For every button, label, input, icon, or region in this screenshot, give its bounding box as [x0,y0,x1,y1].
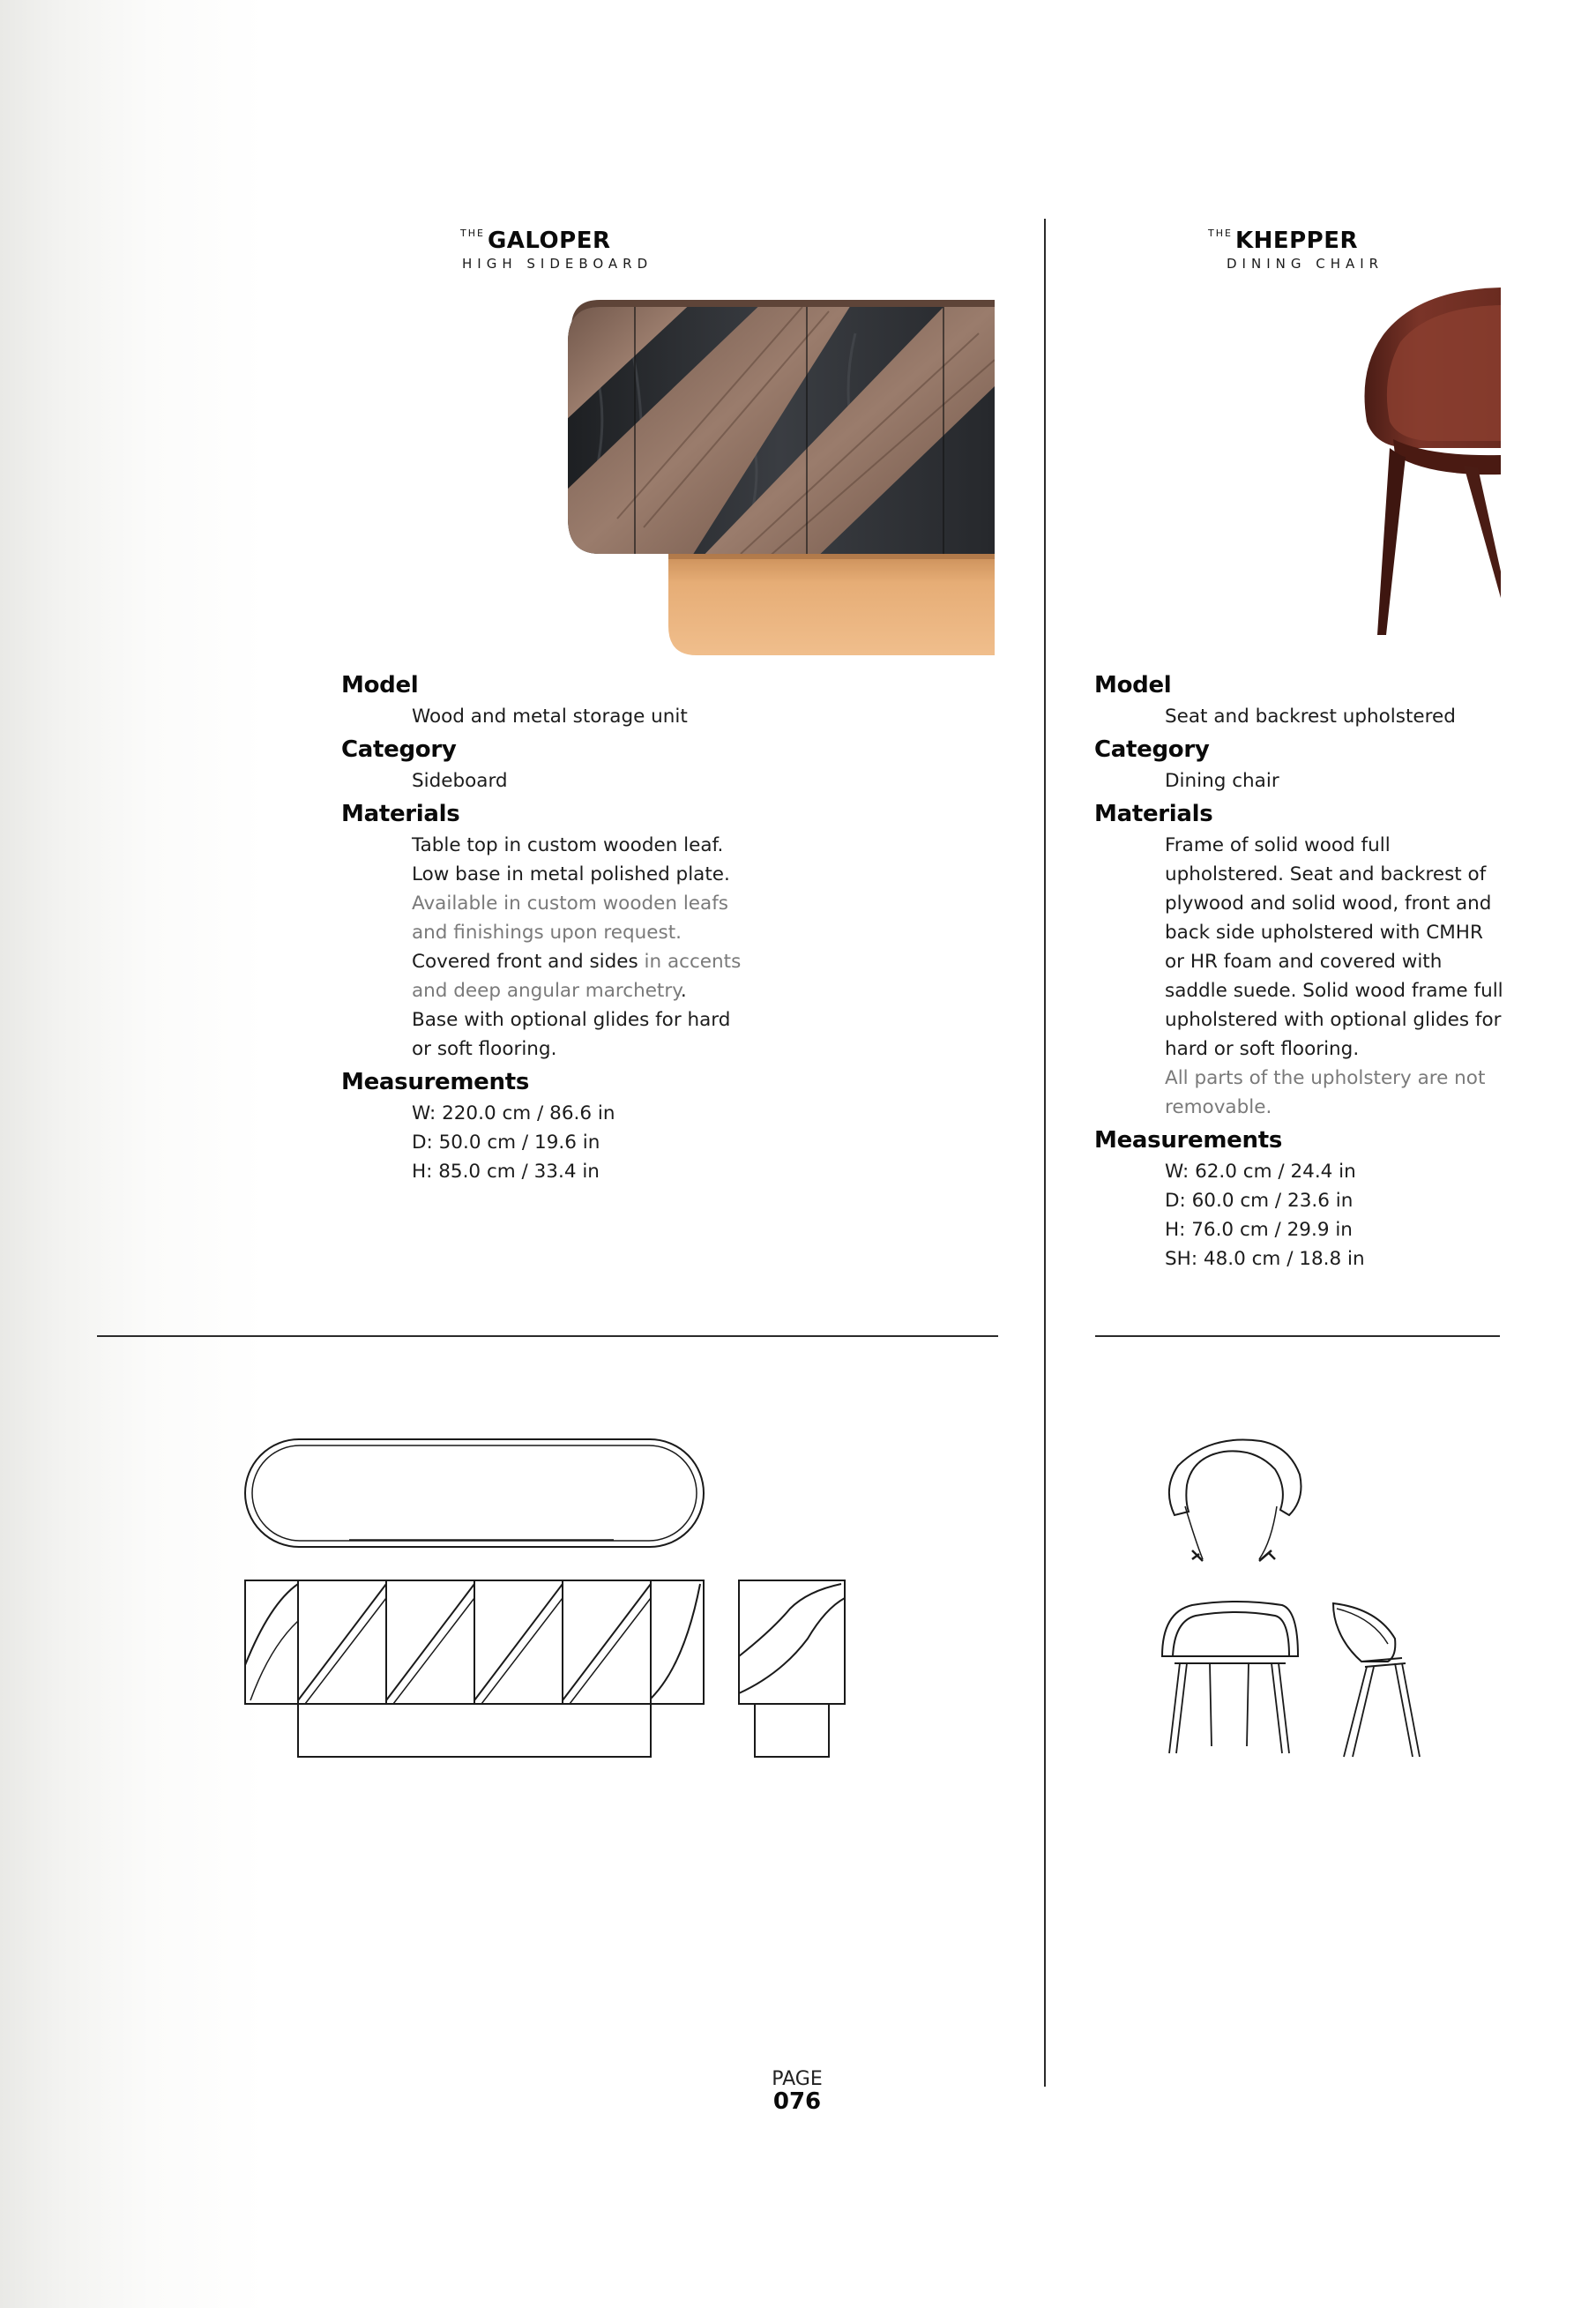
right-title-prefix: THE [1208,228,1233,239]
right-measurement-line: H: 76.0 cm / 29.9 in [1165,1219,1353,1241]
left-model-value: Wood and metal storage unit [412,706,688,728]
right-product-subtitle: DINING CHAIR [1227,256,1384,272]
right-materials-text [1094,831,1553,1122]
left-materials-text [341,831,782,1064]
left-product-title [460,220,611,257]
left-section-rule [97,1335,998,1337]
left-measurement-line: H: 85.0 cm / 33.4 in [412,1161,600,1183]
chair-photo-svg [1340,280,1501,644]
right-category-label: Category [1094,736,1210,763]
sideboard-technical-drawing-icon [243,1436,846,1762]
chair-drawing-svg [1157,1436,1480,1764]
left-material-line: Low base in metal polished plate. [412,863,730,885]
left-material-fragment: . [680,980,687,1002]
left-spec-block [341,670,782,1190]
left-material-line: and finishings upon request. [412,922,682,944]
page-label: PAGE [772,2068,823,2090]
right-material-line: plywood and solid wood, front and [1165,893,1492,915]
left-materials-label: Materials [341,801,460,827]
right-section-rule [1095,1335,1500,1337]
right-material-note: All parts of the upholstery are not [1165,1067,1486,1089]
right-material-line: Frame of solid wood full [1165,834,1391,856]
right-measurements-label: Measurements [1094,1127,1283,1154]
left-measurement-line: D: 50.0 cm / 19.6 in [412,1132,600,1154]
left-product-name: GALOPER [487,228,611,254]
sideboard-photo-icon [564,298,995,655]
right-materials-label: Materials [1094,801,1213,827]
left-material-fragment: and deep angular marchetry [412,980,681,1002]
right-measurement-line: SH: 48.0 cm / 18.8 in [1165,1248,1365,1270]
right-measurements-list [1094,1157,1553,1274]
left-material-fragment: Covered front and sides [412,951,638,973]
sideboard-photo-svg [564,298,995,655]
page-number: 076 [772,2088,822,2115]
right-material-line: back side upholstered with CMHR [1165,922,1483,944]
left-material-fragment: in accents [638,951,742,973]
chair-technical-drawing-icon [1157,1436,1480,1764]
right-measurement-line: D: 60.0 cm / 23.6 in [1165,1190,1354,1212]
left-category-label: Category [341,736,457,763]
right-material-line: saddle suede. Solid wood frame full [1165,980,1503,1002]
left-material-line: Table top in custom wooden leaf. [412,834,724,856]
left-material-line: Base with optional glides for hard [412,1009,731,1031]
right-model-value: Seat and backrest upholstered [1165,706,1456,728]
chair-photo-icon [1340,280,1501,644]
left-category-value: Sideboard [412,770,508,792]
right-product-name: KHEPPER [1234,228,1359,254]
left-material-line: Available in custom wooden leafs [412,893,728,915]
left-title-prefix: THE [460,228,485,239]
left-measurements-label: Measurements [341,1069,530,1095]
sideboard-drawing-svg [243,1436,846,1762]
column-divider [1044,219,1046,2087]
left-measurement-line: W: 220.0 cm / 86.6 in [412,1102,615,1124]
left-product-subtitle: HIGH SIDEBOARD [462,256,653,272]
right-material-line: or HR foam and covered with [1165,951,1443,973]
right-product-title [1208,220,1358,257]
right-model-label: Model [1094,672,1172,698]
right-category-value: Dining chair [1165,770,1279,792]
left-material-line [412,976,782,1005]
right-material-line: hard or soft flooring. [1165,1038,1360,1060]
right-spec-block [1094,670,1553,1277]
left-material-line [412,947,782,976]
left-material-line: or soft flooring. [412,1038,557,1060]
left-measurements-list [341,1099,782,1186]
right-material-note: removable. [1165,1096,1272,1118]
right-material-line: upholstered with optional glides for [1165,1009,1502,1031]
left-model-label: Model [341,672,419,698]
right-material-line: upholstered. Seat and backrest of [1165,863,1487,885]
right-measurement-line: W: 62.0 cm / 24.4 in [1165,1161,1356,1183]
